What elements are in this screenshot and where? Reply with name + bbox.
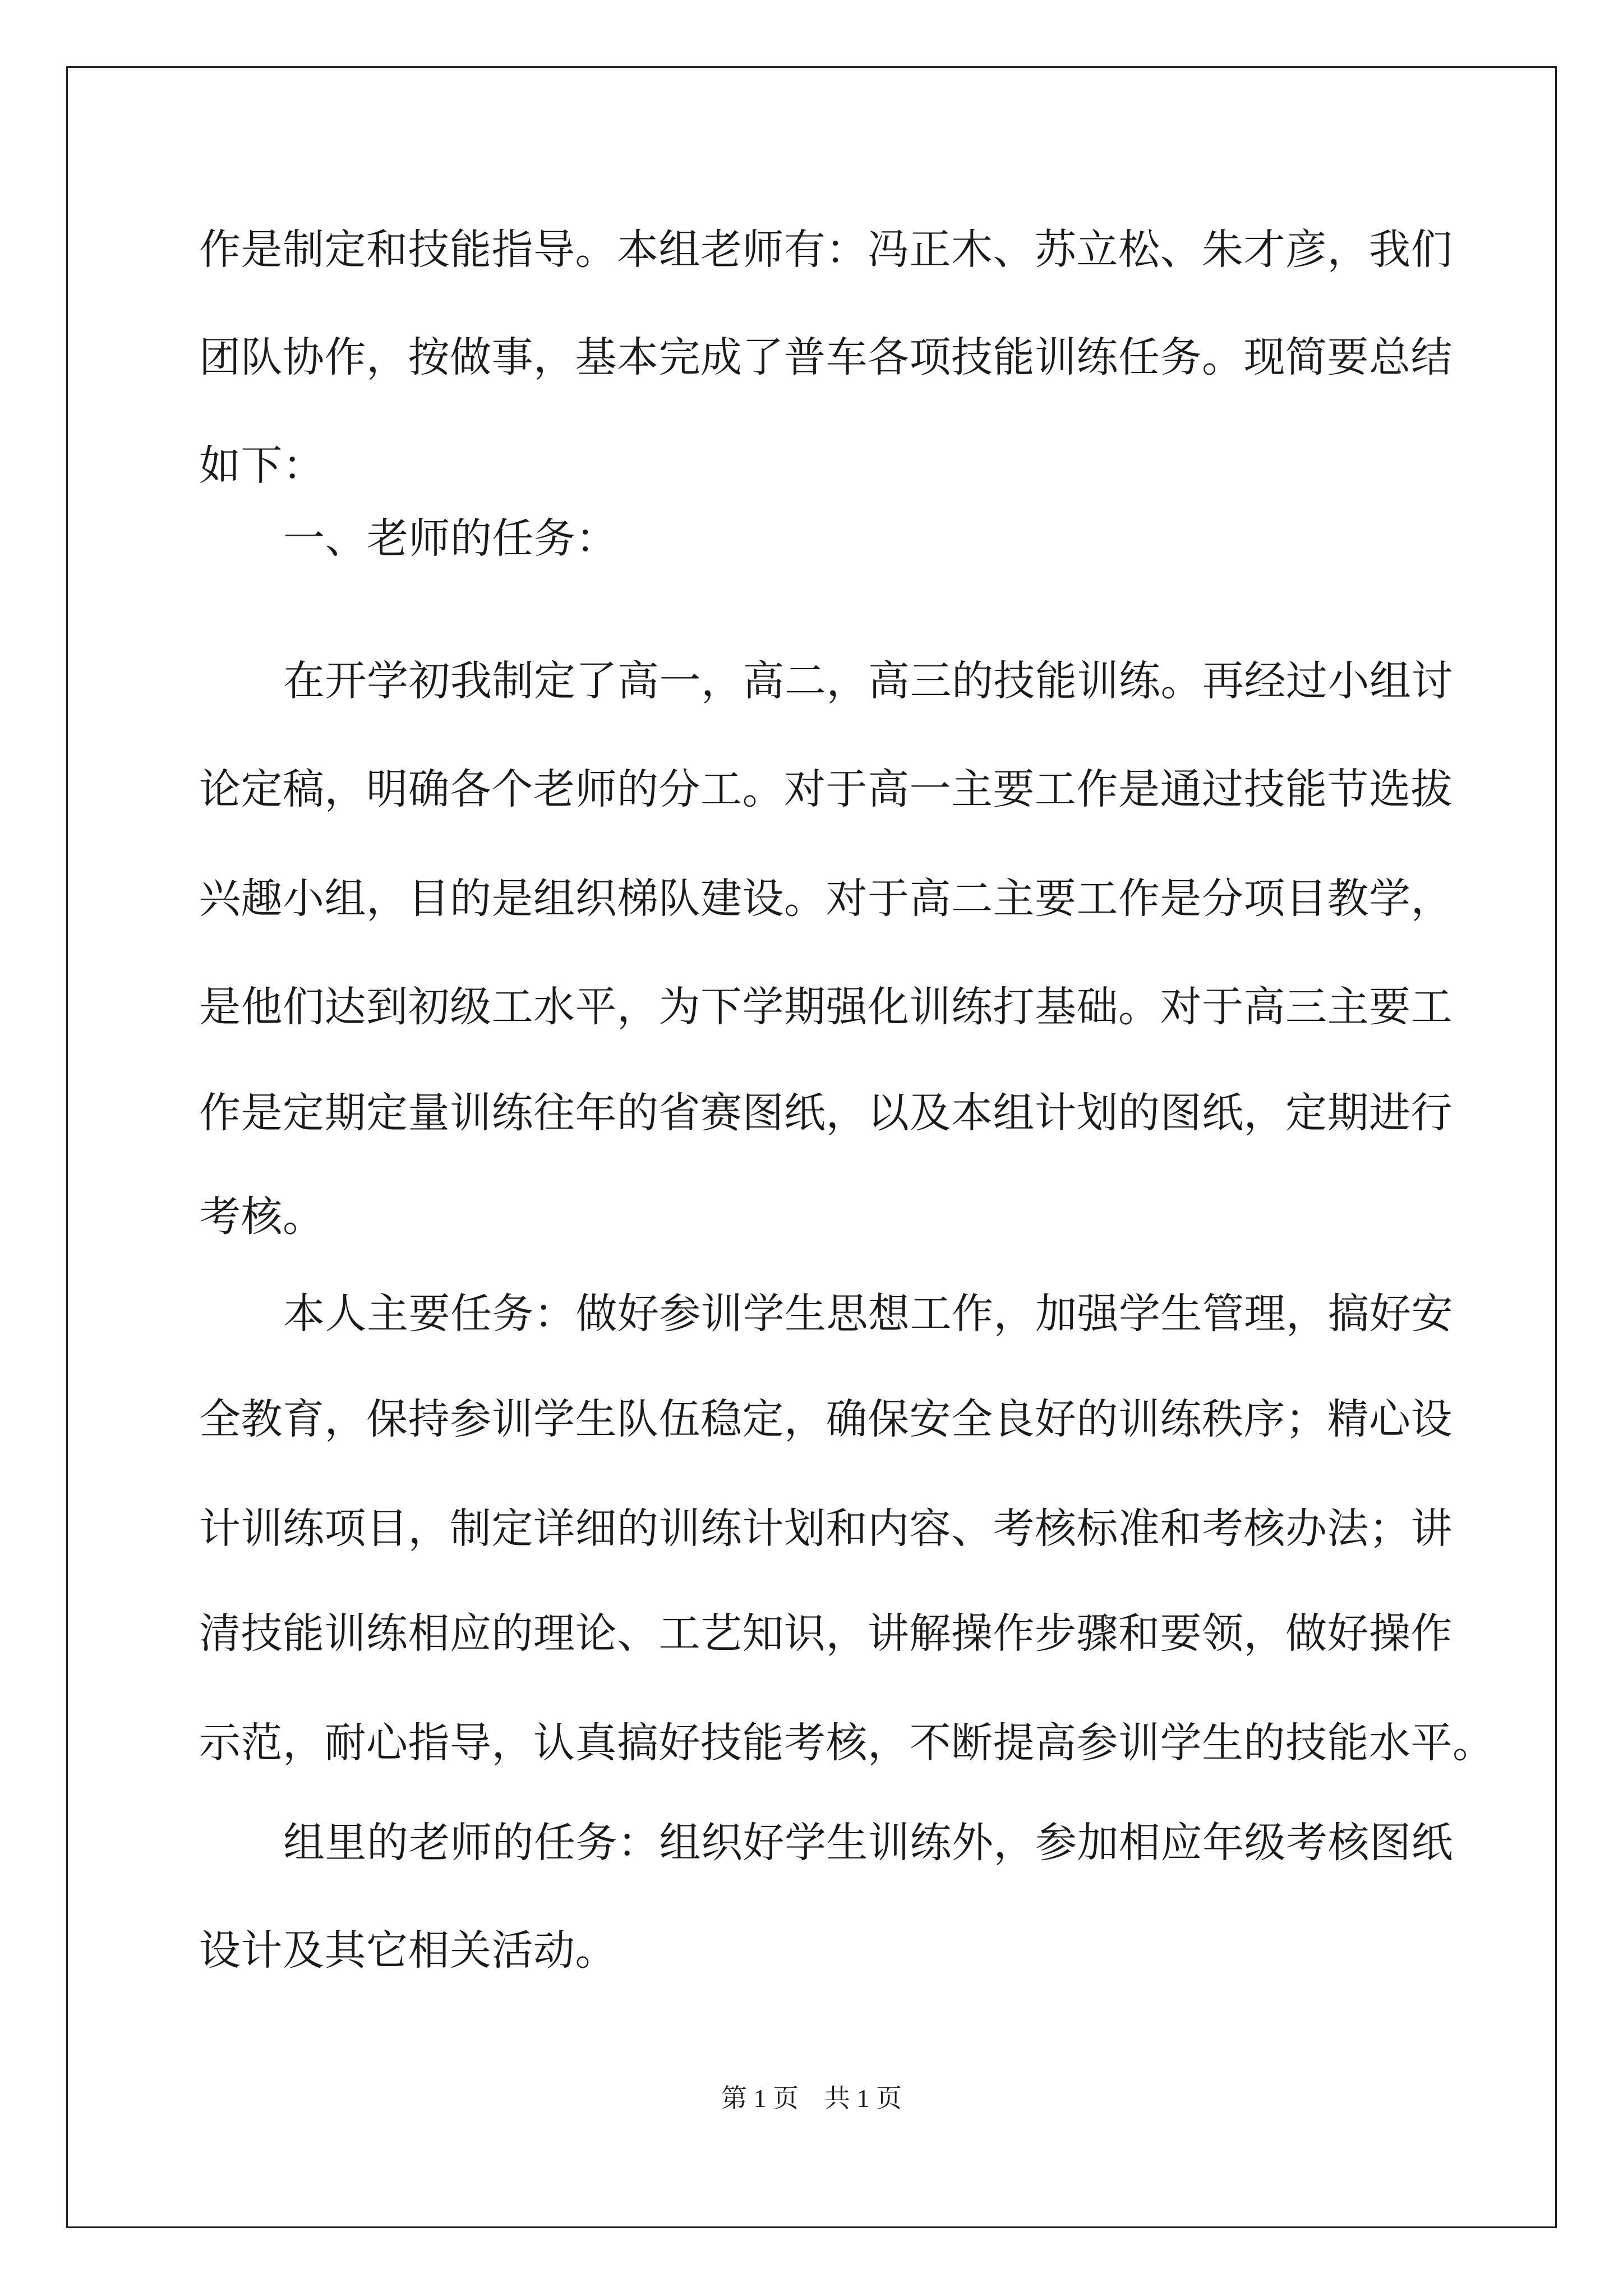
body-line-2: 团队协作，按做事，基本完成了普车各项技能训练任务。现简要总结 bbox=[199, 333, 1453, 381]
body-line-16: 组里的老师的任务：组织好学生训练外，参加相应年级考核图纸 bbox=[283, 1819, 1453, 1867]
body-line-6: 论定稿，明确各个老师的分工。对于高一主要工作是通过技能节选拔 bbox=[199, 765, 1453, 813]
body-line-9: 作是定期定量训练往年的省赛图纸，以及本组计划的图纸，定期进行 bbox=[199, 1089, 1453, 1137]
body-line-12: 全教育，保持参训学生队伍稳定，确保安全良好的训练秩序；精心设 bbox=[199, 1395, 1453, 1443]
body-line-10: 考核。 bbox=[199, 1193, 325, 1241]
page-footer: 第 1 页 共 1 页 bbox=[721, 2084, 902, 2113]
body-line-13: 计训练项目，制定详细的训练计划和内容、考核标准和考核办法；讲 bbox=[199, 1504, 1453, 1553]
body-line-5: 在开学初我制定了高一，高二，高三的技能训练。再经过小组讨 bbox=[283, 657, 1453, 705]
body-line-17: 设计及其它相关活动。 bbox=[199, 1926, 617, 1975]
body-line-7: 兴趣小组，目的是组织梯队建设。对于高二主要工作是分项目教学， bbox=[199, 875, 1453, 923]
body-line-11: 本人主要任务：做好参训学生思想工作，加强学生管理，搞好安 bbox=[283, 1290, 1453, 1338]
section-heading: 一、老师的任务： bbox=[283, 514, 617, 563]
body-line-1: 作是制定和技能指导。本组老师有：冯正木、苏立松、朱才彦，我们 bbox=[199, 226, 1453, 274]
body-line-8: 是他们达到初级工水平，为下学期强化训练打基础。对于高三主要工 bbox=[199, 983, 1453, 1031]
body-line-15: 示范，耐心指导，认真搞好技能考核，不断提高参训学生的技能水平。 bbox=[199, 1719, 1495, 1767]
body-line-14: 清技能训练相应的理论、工艺知识，讲解操作步骤和要领，做好操作 bbox=[199, 1609, 1453, 1658]
page-border bbox=[66, 66, 1557, 2228]
body-line-3: 如下： bbox=[199, 441, 325, 490]
